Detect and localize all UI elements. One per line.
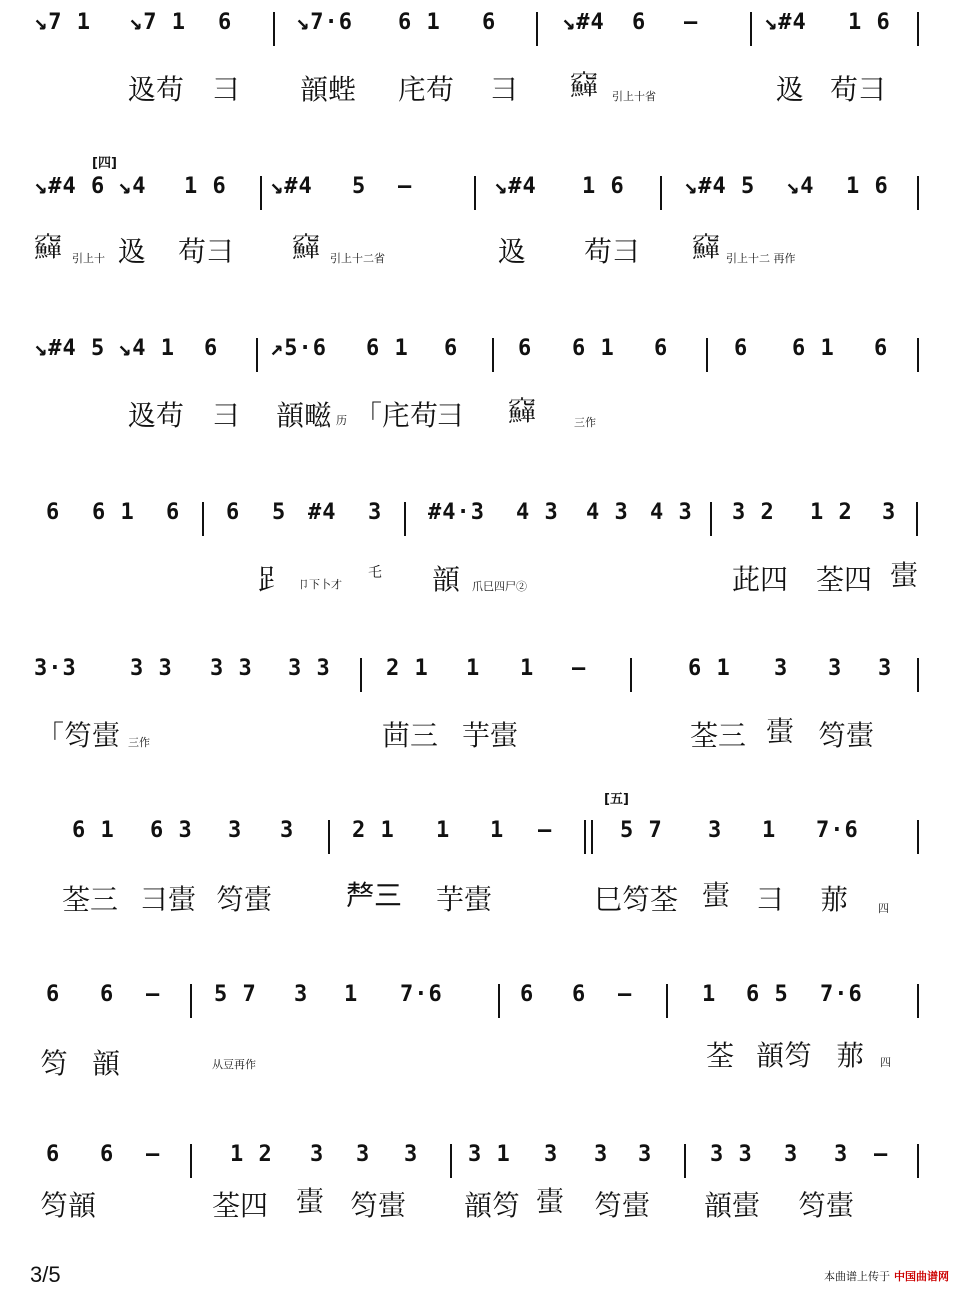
barline [917, 658, 919, 692]
tablature-char: 彐 [756, 883, 785, 916]
note-group: 1 2 [230, 1142, 273, 1167]
note-group: 6 1 [366, 336, 409, 361]
tablature-char: 荃四 [212, 1189, 269, 1222]
barline [202, 502, 204, 536]
page-number: 3/5 [30, 1262, 61, 1287]
note-group: 3 [828, 656, 843, 681]
note-group: 4 3 [586, 500, 629, 525]
note-group: 6 [518, 336, 533, 361]
double-barline [584, 820, 593, 854]
barline [190, 1144, 192, 1178]
tablature-char: 茴三 [382, 719, 439, 752]
note-group: 3 [310, 1142, 325, 1167]
note-group: 3 [708, 818, 723, 843]
note-group: — [146, 982, 161, 1007]
notation-system-7 [0, 950, 963, 1100]
note-group: 6 1 [72, 818, 115, 843]
note-group: 6 1 [92, 500, 135, 525]
note-group: 1 6 [848, 10, 891, 35]
tablature-annotation: 历 [336, 414, 347, 427]
note-group: 6 [226, 500, 241, 525]
barline [917, 12, 919, 46]
tablature-char: 𠩺三 [346, 879, 403, 912]
note-group: 1 [436, 818, 451, 843]
note-group: 2 1 [386, 656, 429, 681]
tablature-char: 𧏋 [766, 715, 795, 748]
notation-system-1 [0, 6, 963, 156]
note-group: 3 [834, 1142, 849, 1167]
tablature-char: 𧏋 [536, 1185, 565, 1218]
barline [660, 176, 662, 210]
tablature-char: 芋𧏋 [436, 883, 493, 916]
barline [684, 1144, 686, 1178]
tablature-char: 𥩎 [692, 231, 721, 264]
tablature-char: 笉 [40, 1047, 69, 1080]
tablature-annotation: 引上十二 再作 [726, 252, 796, 265]
tablature-char: 𩐳㽧 [276, 399, 333, 432]
note-group: 6 3 [150, 818, 193, 843]
tablature-char: 𩐳笉 [756, 1039, 813, 1072]
note-group: 3 3 [130, 656, 173, 681]
note-group: 6 [874, 336, 889, 361]
note-group: — [146, 1142, 161, 1167]
tablature-char: 彐 [436, 399, 465, 432]
tablature-char: 笉𩐳 [40, 1189, 97, 1222]
tablature-char: 𧏋 [702, 879, 731, 912]
tablature-char: 彐 [212, 399, 241, 432]
note-group: 6 [46, 1142, 61, 1167]
note-group: ↘4 [118, 174, 147, 199]
tablature-annotation: 四 [878, 902, 889, 915]
notation-system-4 [0, 496, 963, 646]
note-group: 1 2 [810, 500, 853, 525]
barline [450, 1144, 452, 1178]
tablature-char: 芋𧏋 [462, 719, 519, 752]
note-group: 5 [272, 500, 287, 525]
note-group: 1 [762, 818, 777, 843]
tablature-char: 𩐳蜌 [300, 73, 357, 106]
note-group: ↘#4 [494, 174, 537, 199]
tablature-char: 𧾷 [258, 563, 287, 596]
note-group: 6 [218, 10, 233, 35]
barline [498, 984, 500, 1018]
note-group: 3 [774, 656, 789, 681]
note-group: — [618, 982, 633, 1007]
tablature-char: 﨤苟 [128, 73, 185, 106]
tablature-char: 彐 [490, 73, 519, 106]
note-group: 3 [638, 1142, 653, 1167]
footer-text: 本曲谱上传于 [824, 1271, 890, 1283]
section-marker: [四] [92, 156, 117, 171]
note-group: 1 6 [184, 174, 227, 199]
note-group: ↘#4 [562, 10, 605, 35]
barline [917, 176, 919, 210]
note-group: 3 [368, 500, 383, 525]
note-group: #4·3 [428, 500, 485, 525]
note-group: 3 3 [710, 1142, 753, 1167]
tablature-char: 𩐳 [92, 1047, 121, 1080]
note-group: 6 [204, 336, 219, 361]
barline [710, 502, 712, 536]
note-group: 1 [520, 656, 535, 681]
tablature-annotation: 引上十 [72, 252, 105, 265]
note-group: 3 [356, 1142, 371, 1167]
tablature-char: 彐𧏋 [140, 883, 197, 916]
note-group: 6 [734, 336, 749, 361]
tablature-char: 𥩎 [292, 231, 321, 264]
note-group: 5 [352, 174, 367, 199]
note-group: #4 [308, 500, 337, 525]
tablature-char: 笉𧏋 [216, 883, 273, 916]
tablature-annotation: 三作 [574, 416, 596, 429]
tablature-annotation: 引上十省 [612, 90, 656, 103]
notation-system-6 [0, 786, 963, 936]
tablature-char: 𧏋 [296, 1185, 325, 1218]
note-group: 3 [544, 1142, 559, 1167]
tablature-char: 荃三 [62, 883, 119, 916]
note-group: — [538, 818, 553, 843]
note-group: 6 [482, 10, 497, 35]
note-group: ↘4 1 [118, 336, 175, 361]
barline [666, 984, 668, 1018]
tablature-char: 𥩎 [508, 395, 537, 428]
tablature-char: 巳笉荃 [594, 883, 679, 916]
tablature-char: 笉𧏋 [350, 1189, 407, 1222]
note-group: 1 [490, 818, 505, 843]
footer-credit [824, 1268, 949, 1284]
barline [917, 820, 919, 854]
tablature-char: 𩐳 [432, 563, 461, 596]
notation-system-8 [0, 1108, 963, 1258]
tablature-annotation: 从豆再作 [212, 1058, 256, 1071]
note-group: 6 1 [688, 656, 731, 681]
barline [917, 984, 919, 1018]
tablature-annotation: 四 [880, 1056, 891, 1069]
tablature-char: 﨤 [118, 235, 147, 268]
note-group: 3 [280, 818, 295, 843]
note-group: 3 [404, 1142, 419, 1167]
barline [492, 338, 494, 372]
tablature-char: 㡯苟 [398, 73, 455, 106]
note-group: 6 [572, 982, 587, 1007]
note-group: 7·6 [816, 818, 859, 843]
tablature-char: 荃四 [816, 563, 873, 596]
note-group: ↘7 1 [129, 10, 186, 35]
notation-system-5 [0, 652, 963, 802]
tablature-char: 茈四 [732, 563, 789, 596]
notation-system-3 [0, 332, 963, 482]
barline [916, 502, 918, 536]
tablature-char: 荃三 [690, 719, 747, 752]
note-group: 3 2 [732, 500, 775, 525]
note-group: — [572, 656, 587, 681]
section-marker: [五] [604, 792, 629, 807]
tablature-char: 乇 [368, 565, 382, 581]
note-group: 7·6 [400, 982, 443, 1007]
note-group: 1 [466, 656, 481, 681]
note-group: ↘#4 [270, 174, 313, 199]
barline [917, 338, 919, 372]
tablature-char: 𥩎 [570, 69, 599, 102]
note-group: ↘7·6 [296, 10, 353, 35]
tablature-char: 苟彐 [178, 235, 235, 268]
note-group: ↘#4 6 [34, 174, 106, 199]
tablature-annotation: 爪巳四尸② [472, 580, 527, 593]
note-group: — [874, 1142, 889, 1167]
note-group: 6 [100, 1142, 115, 1167]
note-group: 6 1 [572, 336, 615, 361]
barline [360, 658, 362, 692]
tablature-char: 「笉𧏋 [36, 719, 121, 752]
note-group: 3 [784, 1142, 799, 1167]
barline [474, 176, 476, 210]
tablature-char: 笉𧏋 [798, 1189, 855, 1222]
note-group: 3 [294, 982, 309, 1007]
note-group: 3 [228, 818, 243, 843]
note-group: 5 7 [214, 982, 257, 1007]
note-group: 3 [878, 656, 893, 681]
tablature-char: 苟彐 [830, 73, 887, 106]
tablature-char: 𦰡 [836, 1039, 865, 1072]
note-group: 6 5 [746, 982, 789, 1007]
tablature-char: 﨤 [498, 235, 527, 268]
barline [630, 658, 632, 692]
note-group: 6 [46, 500, 61, 525]
barline [404, 502, 406, 536]
tablature-char: 𦰡 [820, 883, 849, 916]
tablature-annotation: 三作 [128, 736, 150, 749]
note-group: 6 [46, 982, 61, 1007]
note-group: 6 [166, 500, 181, 525]
note-group: 1 6 [846, 174, 889, 199]
barline [917, 1144, 919, 1178]
barline [536, 12, 538, 46]
barline [260, 176, 262, 210]
note-group: 6 [632, 10, 647, 35]
barline [273, 12, 275, 46]
note-group: 6 [100, 982, 115, 1007]
tablature-char: 苟彐 [584, 235, 641, 268]
site-logo[interactable]: 中国曲谱网 [894, 1271, 949, 1283]
note-group: 3 [594, 1142, 609, 1167]
tablature-char: 彐 [212, 73, 241, 106]
note-group: 1 [702, 982, 717, 1007]
tablature-annotation: 卩下卜才 [298, 578, 342, 591]
note-group: 3·3 [34, 656, 77, 681]
note-group: 1 6 [582, 174, 625, 199]
note-group: — [398, 174, 413, 199]
note-group: 7·6 [820, 982, 863, 1007]
note-group: ↘4 [786, 174, 815, 199]
note-group: 6 [654, 336, 669, 361]
note-group: 6 1 [398, 10, 441, 35]
barline [328, 820, 330, 854]
note-group: 3 [882, 500, 897, 525]
note-group: 2 1 [352, 818, 395, 843]
note-group: 5 7 [620, 818, 663, 843]
barline [750, 12, 752, 46]
tablature-annotation: 引上十二省 [330, 252, 385, 265]
note-group: 3 1 [468, 1142, 511, 1167]
note-group: ↘7 1 [34, 10, 91, 35]
tablature-char: 「㡯苟 [354, 399, 439, 432]
tablature-char: 﨤 [776, 73, 805, 106]
note-group: 3 3 [210, 656, 253, 681]
tablature-char: 笉𧏋 [594, 1189, 651, 1222]
tablature-char: 𥩎 [34, 231, 63, 264]
note-group: 6 [520, 982, 535, 1007]
note-group: 3 3 [288, 656, 331, 681]
note-group: 1 [344, 982, 359, 1007]
note-group: ↗5·6 [270, 336, 327, 361]
tablature-char: 𩐳𧏋 [704, 1189, 761, 1222]
tablature-char: 𩐳笉 [464, 1189, 521, 1222]
barline [256, 338, 258, 372]
barline [706, 338, 708, 372]
note-group: — [684, 10, 699, 35]
tablature-char: 笉𧏋 [818, 719, 875, 752]
note-group: 4 3 [516, 500, 559, 525]
note-group: 6 1 [792, 336, 835, 361]
note-group: 6 [444, 336, 459, 361]
tablature-char: 荃 [706, 1039, 735, 1072]
notation-system-2 [0, 152, 963, 302]
note-group: ↘#4 [764, 10, 807, 35]
tablature-char: 𧏋 [890, 559, 919, 592]
note-group: ↘#4 5 [684, 174, 756, 199]
note-group: 4 3 [650, 500, 693, 525]
tablature-char: 﨤苟 [128, 399, 185, 432]
note-group: ↘#4 5 [34, 336, 106, 361]
barline [190, 984, 192, 1018]
